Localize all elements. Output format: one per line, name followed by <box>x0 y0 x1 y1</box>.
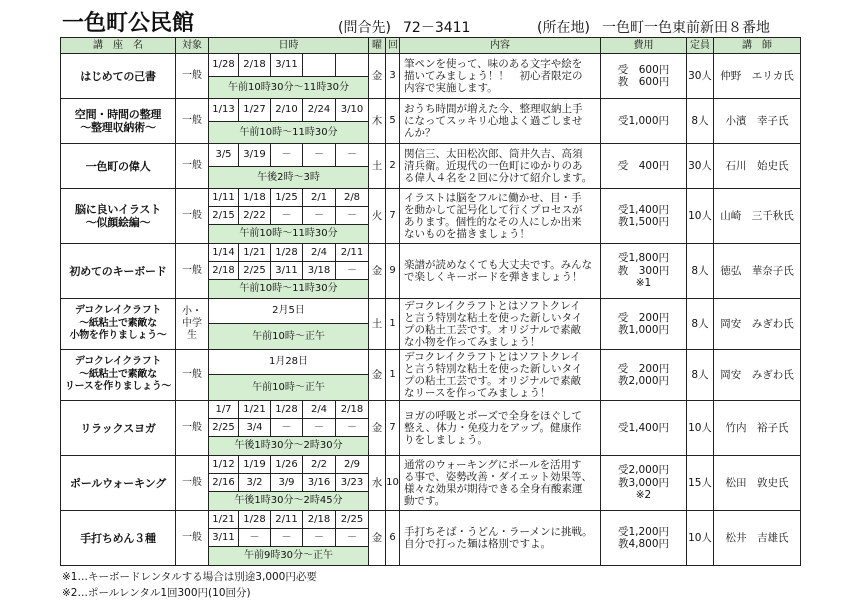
course-fee-line: 受 200円 <box>617 362 670 375</box>
session-date: － <box>303 419 336 437</box>
course-name <box>61 244 176 299</box>
course-weekday: 金 <box>369 401 386 456</box>
session-date: 2/1 <box>303 189 336 207</box>
course-fee-line: 受1,400円 <box>617 203 670 216</box>
course-target <box>176 456 209 511</box>
course-description-line: な小物を作ってみましょう！ <box>404 336 541 348</box>
course-target-line: 一般 <box>182 160 202 171</box>
course-name-line: ～紙粘土で素敵な <box>79 317 157 329</box>
session-date: 2/2 <box>303 456 336 474</box>
footnote: ※1…キーボードレンタルする場合は別途3,000円必要 <box>62 571 317 583</box>
course-description <box>400 54 601 99</box>
course-time: 午前10時～11時30分 <box>209 280 369 299</box>
course-description <box>400 244 601 299</box>
session-date: 2/25 <box>239 262 271 280</box>
session-date: 1/28 <box>271 244 303 262</box>
course-description-line: プの粘土工芸です。オリジナルで素敵 <box>404 324 582 336</box>
course-description-line: 関信三、太田松次郎、筒井久吉、高須 <box>404 148 583 160</box>
course-session-count: 6 <box>386 511 400 566</box>
session-date: 2/24 <box>303 99 336 122</box>
header-instructor: 講 師 <box>714 38 801 54</box>
session-date: 2/25 <box>209 419 239 437</box>
session-date: 2/25 <box>336 511 369 529</box>
course-session-count: 3 <box>386 54 400 99</box>
course-description-line: 描いてみましょう！！ 初心者限定の <box>404 70 583 82</box>
course-capacity: 8人 <box>687 299 714 350</box>
session-date: － <box>336 419 369 437</box>
course-name <box>61 299 176 350</box>
session-date: 1/19 <box>239 456 271 474</box>
header-fee: 費用 <box>601 38 687 54</box>
course-capacity: 8人 <box>687 244 714 299</box>
course-description-line: 手打ちそば・うどん・ラーメンに挑戦。 <box>404 526 593 538</box>
course-name-line: ポールウォーキング <box>69 476 167 490</box>
course-session-count: 1 <box>386 350 400 401</box>
course-target-line: 一般 <box>182 265 202 276</box>
course-weekday: 土 <box>369 144 386 189</box>
course-description-line: る事で、姿勢改善・ダイエット効果等、 <box>404 471 592 483</box>
course-target <box>176 350 209 401</box>
course-time: 午前10時～11時30分 <box>209 122 369 144</box>
page-title: 一色町公民館 <box>62 11 195 36</box>
course-description-line: 清兵衛。近現代の一色町にゆかりのあ <box>404 160 583 172</box>
course-fee-line: 教3,000円 <box>617 476 670 489</box>
session-date <box>303 54 336 77</box>
course-description-line: 通常のウォーキングにポールを活用す <box>404 459 582 471</box>
course-weekday: 金 <box>369 54 386 99</box>
course-description-line: プの粘土工芸です。オリジナルで素敵 <box>404 375 582 387</box>
course-fee <box>601 350 687 401</box>
course-weekday: 水 <box>369 456 386 511</box>
course-fee-line: 受1,200円 <box>617 525 670 538</box>
course-session-count: 9 <box>386 244 400 299</box>
session-date: － <box>303 207 336 225</box>
session-date: 1/21 <box>239 244 271 262</box>
session-date: － <box>271 419 303 437</box>
course-capacity: 30人 <box>687 144 714 189</box>
course-description-line: 動です。 <box>404 495 446 507</box>
header-session-count: 回 <box>386 38 400 54</box>
course-fee-line: ※2 <box>635 489 652 502</box>
course-target-line: 一般 <box>182 532 202 543</box>
course-instructor: 山崎 三千秋氏 <box>714 189 801 244</box>
course-row <box>61 511 801 529</box>
header-datetime: 日時 <box>209 38 369 54</box>
session-date: 2/4 <box>303 401 336 419</box>
course-instructor: 松田 敦史氏 <box>714 456 801 511</box>
course-name-line: 一色町の偉人 <box>85 159 151 173</box>
course-fee-line: 教2,000円 <box>617 375 670 387</box>
phone-number: 72－3411 <box>403 20 471 36</box>
session-date: 3/16 <box>303 474 336 492</box>
session-date: 2/18 <box>239 54 271 77</box>
course-instructor: 岡安 みぎわ氏 <box>714 350 801 401</box>
session-date: 2/22 <box>239 207 271 225</box>
course-fee <box>601 244 687 299</box>
session-date: 3/9 <box>271 474 303 492</box>
course-name-line: ～似顔絵編～ <box>85 216 151 229</box>
course-description-line: になってスッキリ心地よく過ごしませ <box>404 115 583 127</box>
course-description-line: を動かして記号化して行くプロセスが <box>404 204 583 216</box>
course-description-line: デコクレイクラフトとはソフトクレイ <box>404 300 581 312</box>
course-description-line: ヨガの呼吸とポーズで全身をほぐして <box>404 410 582 422</box>
session-date: 1/11 <box>209 189 239 207</box>
course-weekday: 金 <box>369 244 386 299</box>
course-instructor: 竹内 裕子氏 <box>714 401 801 456</box>
course-session-count: 5 <box>386 99 400 144</box>
course-row <box>61 350 801 375</box>
session-date: 3/11 <box>209 529 239 547</box>
course-fee-line: 教1,000円 <box>617 324 670 336</box>
course-fee <box>601 401 687 456</box>
course-time: 午後1時30分～2時30分 <box>209 437 369 456</box>
session-date: － <box>303 529 336 547</box>
course-fee <box>601 299 687 350</box>
course-description <box>400 299 601 350</box>
course-description-line: と言う特別な粘土を使った新しいタイ <box>404 363 583 375</box>
course-session-count: 10 <box>386 456 400 511</box>
session-date: 1/28 <box>239 511 271 529</box>
course-name-line: 空間・時間の整理 <box>74 108 162 121</box>
course-weekday: 土 <box>369 299 386 350</box>
session-date: － <box>239 529 271 547</box>
course-target <box>176 144 209 189</box>
session-date: 2/9 <box>336 456 369 474</box>
session-date: 3/23 <box>336 474 369 492</box>
session-date: 1/13 <box>209 99 239 122</box>
session-date: － <box>271 529 303 547</box>
course-description-line: デコクレイクラフトとはソフトクレイ <box>404 351 581 363</box>
course-time: 午後2時～3時 <box>209 167 369 189</box>
course-capacity: 8人 <box>687 99 714 144</box>
course-target <box>176 99 209 144</box>
course-fee <box>601 511 687 566</box>
session-date: 2月5日 <box>209 299 369 324</box>
course-target-line: 一般 <box>182 369 202 380</box>
course-target <box>176 299 209 350</box>
course-fee <box>601 54 687 99</box>
session-date: － <box>303 144 336 167</box>
course-target-line: 小・ <box>182 306 202 317</box>
session-date: 2/11 <box>271 511 303 529</box>
course-description-line: で楽しくキーボードを弾きましょう！ <box>404 271 583 283</box>
course-description <box>400 350 601 401</box>
session-date: 1/7 <box>209 401 239 419</box>
course-description-line: 整え、体力・免疫力をアップ。健康作 <box>404 422 582 434</box>
session-date: 2/18 <box>209 262 239 280</box>
header-course-name: 講 座 名 <box>61 38 176 54</box>
session-date: 2/15 <box>209 207 239 225</box>
course-capacity: 10人 <box>687 401 714 456</box>
address: 一色町一色東前新田８番地 <box>602 20 770 36</box>
session-date: 3/18 <box>303 262 336 280</box>
session-date: 3/4 <box>239 419 271 437</box>
session-date: 1/12 <box>209 456 239 474</box>
session-date: 3/19 <box>239 144 271 167</box>
session-date: 3/11 <box>271 262 303 280</box>
session-date: 1/28 <box>209 54 239 77</box>
course-target-line: 一般 <box>182 115 202 126</box>
course-time: 午前10時～正午 <box>209 375 369 401</box>
course-name <box>61 456 176 511</box>
course-target-line: 一般 <box>182 70 202 81</box>
session-date: 1/21 <box>209 511 239 529</box>
session-date: － <box>336 144 369 167</box>
session-date: 1/18 <box>239 189 271 207</box>
course-description-line: あります。個性的なその人にしか出来 <box>404 216 582 228</box>
header-weekday: 曜 <box>369 38 386 54</box>
session-date: 2/16 <box>209 474 239 492</box>
address-label: (所在地) <box>537 20 590 36</box>
course-name <box>61 99 176 144</box>
course-description <box>400 189 601 244</box>
session-date: － <box>336 207 369 225</box>
course-fee-line: 教 300円 <box>617 264 670 277</box>
course-target-line: 一般 <box>182 477 202 488</box>
session-date <box>336 54 369 77</box>
course-name <box>61 511 176 566</box>
course-instructor: 岡安 みぎわ氏 <box>714 299 801 350</box>
course-description-line: 内容で実施します。 <box>404 82 498 94</box>
session-date: 1/26 <box>271 456 303 474</box>
course-name-line: ～整理収納術～ <box>80 121 156 134</box>
contact-label: (問合先) <box>338 20 391 36</box>
course-fee-line: 教4,800円 <box>617 538 670 550</box>
course-target <box>176 189 209 244</box>
course-row <box>61 54 801 77</box>
course-target <box>176 401 209 456</box>
course-name-line: 小物を作りましょう～ <box>69 330 167 342</box>
session-date: 1/28 <box>271 401 303 419</box>
course-row <box>61 401 801 419</box>
session-date: 3/5 <box>209 144 239 167</box>
course-fee-line: 受2,000円 <box>617 464 670 477</box>
course-description-line: 楽譜が読めなくても大丈夫です。みんな <box>404 259 593 271</box>
course-name <box>61 350 176 401</box>
session-date: 2/10 <box>271 99 303 122</box>
course-target <box>176 511 209 566</box>
course-target <box>176 54 209 99</box>
course-row <box>61 456 801 474</box>
session-date: 1/25 <box>271 189 303 207</box>
course-description-line: ないものを描きましょう！ <box>404 228 530 240</box>
session-date: 3/11 <box>271 54 303 77</box>
course-fee-line: 受 400円 <box>617 159 670 172</box>
session-date: 1/14 <box>209 244 239 262</box>
course-row <box>61 244 801 262</box>
course-weekday: 木 <box>369 99 386 144</box>
course-session-count: 2 <box>386 144 400 189</box>
course-target-line: 一般 <box>182 210 202 221</box>
course-session-count: 7 <box>386 401 400 456</box>
course-table <box>60 37 801 566</box>
session-date: － <box>271 144 303 167</box>
course-description-line: りをしましょう。 <box>404 434 488 446</box>
course-name <box>61 144 176 189</box>
course-session-count: 1 <box>386 299 400 350</box>
course-name <box>61 54 176 99</box>
course-capacity: 10人 <box>687 189 714 244</box>
session-date: 2/11 <box>336 244 369 262</box>
course-target-line: 中学 <box>182 318 202 329</box>
table-header-row <box>61 38 801 54</box>
session-date: － <box>336 262 369 280</box>
course-description <box>400 144 601 189</box>
course-fee <box>601 144 687 189</box>
course-fee-line: 教 600円 <box>617 76 670 88</box>
course-description-line: 様々な効果が期待できる全身有酸素運 <box>404 483 583 495</box>
header-target: 対象 <box>176 38 209 54</box>
course-name-line: はじめての己書 <box>80 69 156 83</box>
course-fee-line: 受1,400円 <box>617 421 670 434</box>
course-time: 午後1時30分～2時45分 <box>209 492 369 511</box>
course-description <box>400 511 601 566</box>
course-instructor: 小濱 幸子氏 <box>714 99 801 144</box>
session-date: － <box>271 207 303 225</box>
course-fee <box>601 189 687 244</box>
course-instructor: 石川 始史氏 <box>714 144 801 189</box>
course-time: 午前10時30分～11時30分 <box>209 77 369 99</box>
session-date: 2/4 <box>303 244 336 262</box>
session-date: 1/21 <box>239 401 271 419</box>
course-description-line: おうち時間が増えた今、整理収納上手 <box>404 103 583 115</box>
course-row <box>61 99 801 122</box>
course-description <box>400 99 601 144</box>
course-fee-line: 受 600円 <box>617 63 670 76</box>
session-date: － <box>336 529 369 547</box>
session-date: 1月28日 <box>209 350 369 375</box>
course-description-line: イラストは脳をフルに働かせ、目・手 <box>404 192 582 204</box>
course-row <box>61 299 801 324</box>
course-capacity: 15人 <box>687 456 714 511</box>
course-fee-line: 受1,000円 <box>617 114 670 127</box>
course-name-line: ～紙粘土で素敵な <box>79 368 157 380</box>
session-date: 2/18 <box>336 401 369 419</box>
course-name-line: リースを作りましょう～ <box>64 381 172 393</box>
course-weekday: 金 <box>369 350 386 401</box>
course-name-line: デコクレイクラフト <box>74 356 162 368</box>
course-description-line: る偉人４名を２回に分けて紹介します。 <box>404 172 593 184</box>
session-date: 2/8 <box>336 189 369 207</box>
footnote: ※2…ポールレンタル1回300円(10回分) <box>62 587 251 599</box>
course-target-line: 生 <box>187 330 197 341</box>
session-date: 3/10 <box>336 99 369 122</box>
course-description-line: なリースを作ってみましょう！ <box>404 387 551 399</box>
course-target <box>176 244 209 299</box>
course-name-line: リラックスヨガ <box>80 421 156 435</box>
course-weekday: 金 <box>369 511 386 566</box>
course-fee-line: ※1 <box>635 277 652 290</box>
header-capacity: 定員 <box>687 38 714 54</box>
footnotes <box>62 569 317 601</box>
course-instructor: 仲野 エリカ氏 <box>714 54 801 99</box>
session-date: 3/2 <box>239 474 271 492</box>
course-name-line: 初めてのキーボード <box>69 264 167 278</box>
course-description-line: 自分で打った麺は格別ですよ。 <box>404 538 551 550</box>
course-description-line: 筆ペンを使って、味のある文字や絵を <box>404 58 583 70</box>
session-date: 2/18 <box>303 511 336 529</box>
course-list <box>61 54 801 566</box>
course-name-line: デコクレイクラフト <box>74 305 162 317</box>
course-capacity: 10人 <box>687 511 714 566</box>
course-name <box>61 189 176 244</box>
course-name-line: 手打ちめん３種 <box>80 531 156 545</box>
course-description-line: と言う特別な粘土を使った新しいタイ <box>404 312 583 324</box>
course-description <box>400 401 601 456</box>
course-target-line: 一般 <box>182 422 202 433</box>
course-fee-line: 受 200円 <box>617 311 670 324</box>
course-fee <box>601 99 687 144</box>
course-description <box>400 456 601 511</box>
course-row <box>61 189 801 207</box>
course-weekday: 火 <box>369 189 386 244</box>
course-time: 午前10時～11時30分 <box>209 225 369 244</box>
course-fee <box>601 456 687 511</box>
course-instructor: 松井 吉雄氏 <box>714 511 801 566</box>
course-time: 午前10時～正午 <box>209 324 369 350</box>
course-capacity: 30人 <box>687 54 714 99</box>
course-time: 午前9時30分～正午 <box>209 547 369 566</box>
course-fee-line: 教1,500円 <box>617 216 670 228</box>
header-content: 内容 <box>400 38 601 54</box>
course-name <box>61 401 176 456</box>
course-capacity: 8人 <box>687 350 714 401</box>
course-instructor: 徳弘 華奈子氏 <box>714 244 801 299</box>
course-session-count: 7 <box>386 189 400 244</box>
course-description-line: んか？ <box>404 127 436 139</box>
course-row <box>61 144 801 167</box>
course-fee-line: 受1,800円 <box>617 252 670 265</box>
course-name-line: 脳に良いイラスト <box>74 203 162 216</box>
session-date: 1/27 <box>239 99 271 122</box>
